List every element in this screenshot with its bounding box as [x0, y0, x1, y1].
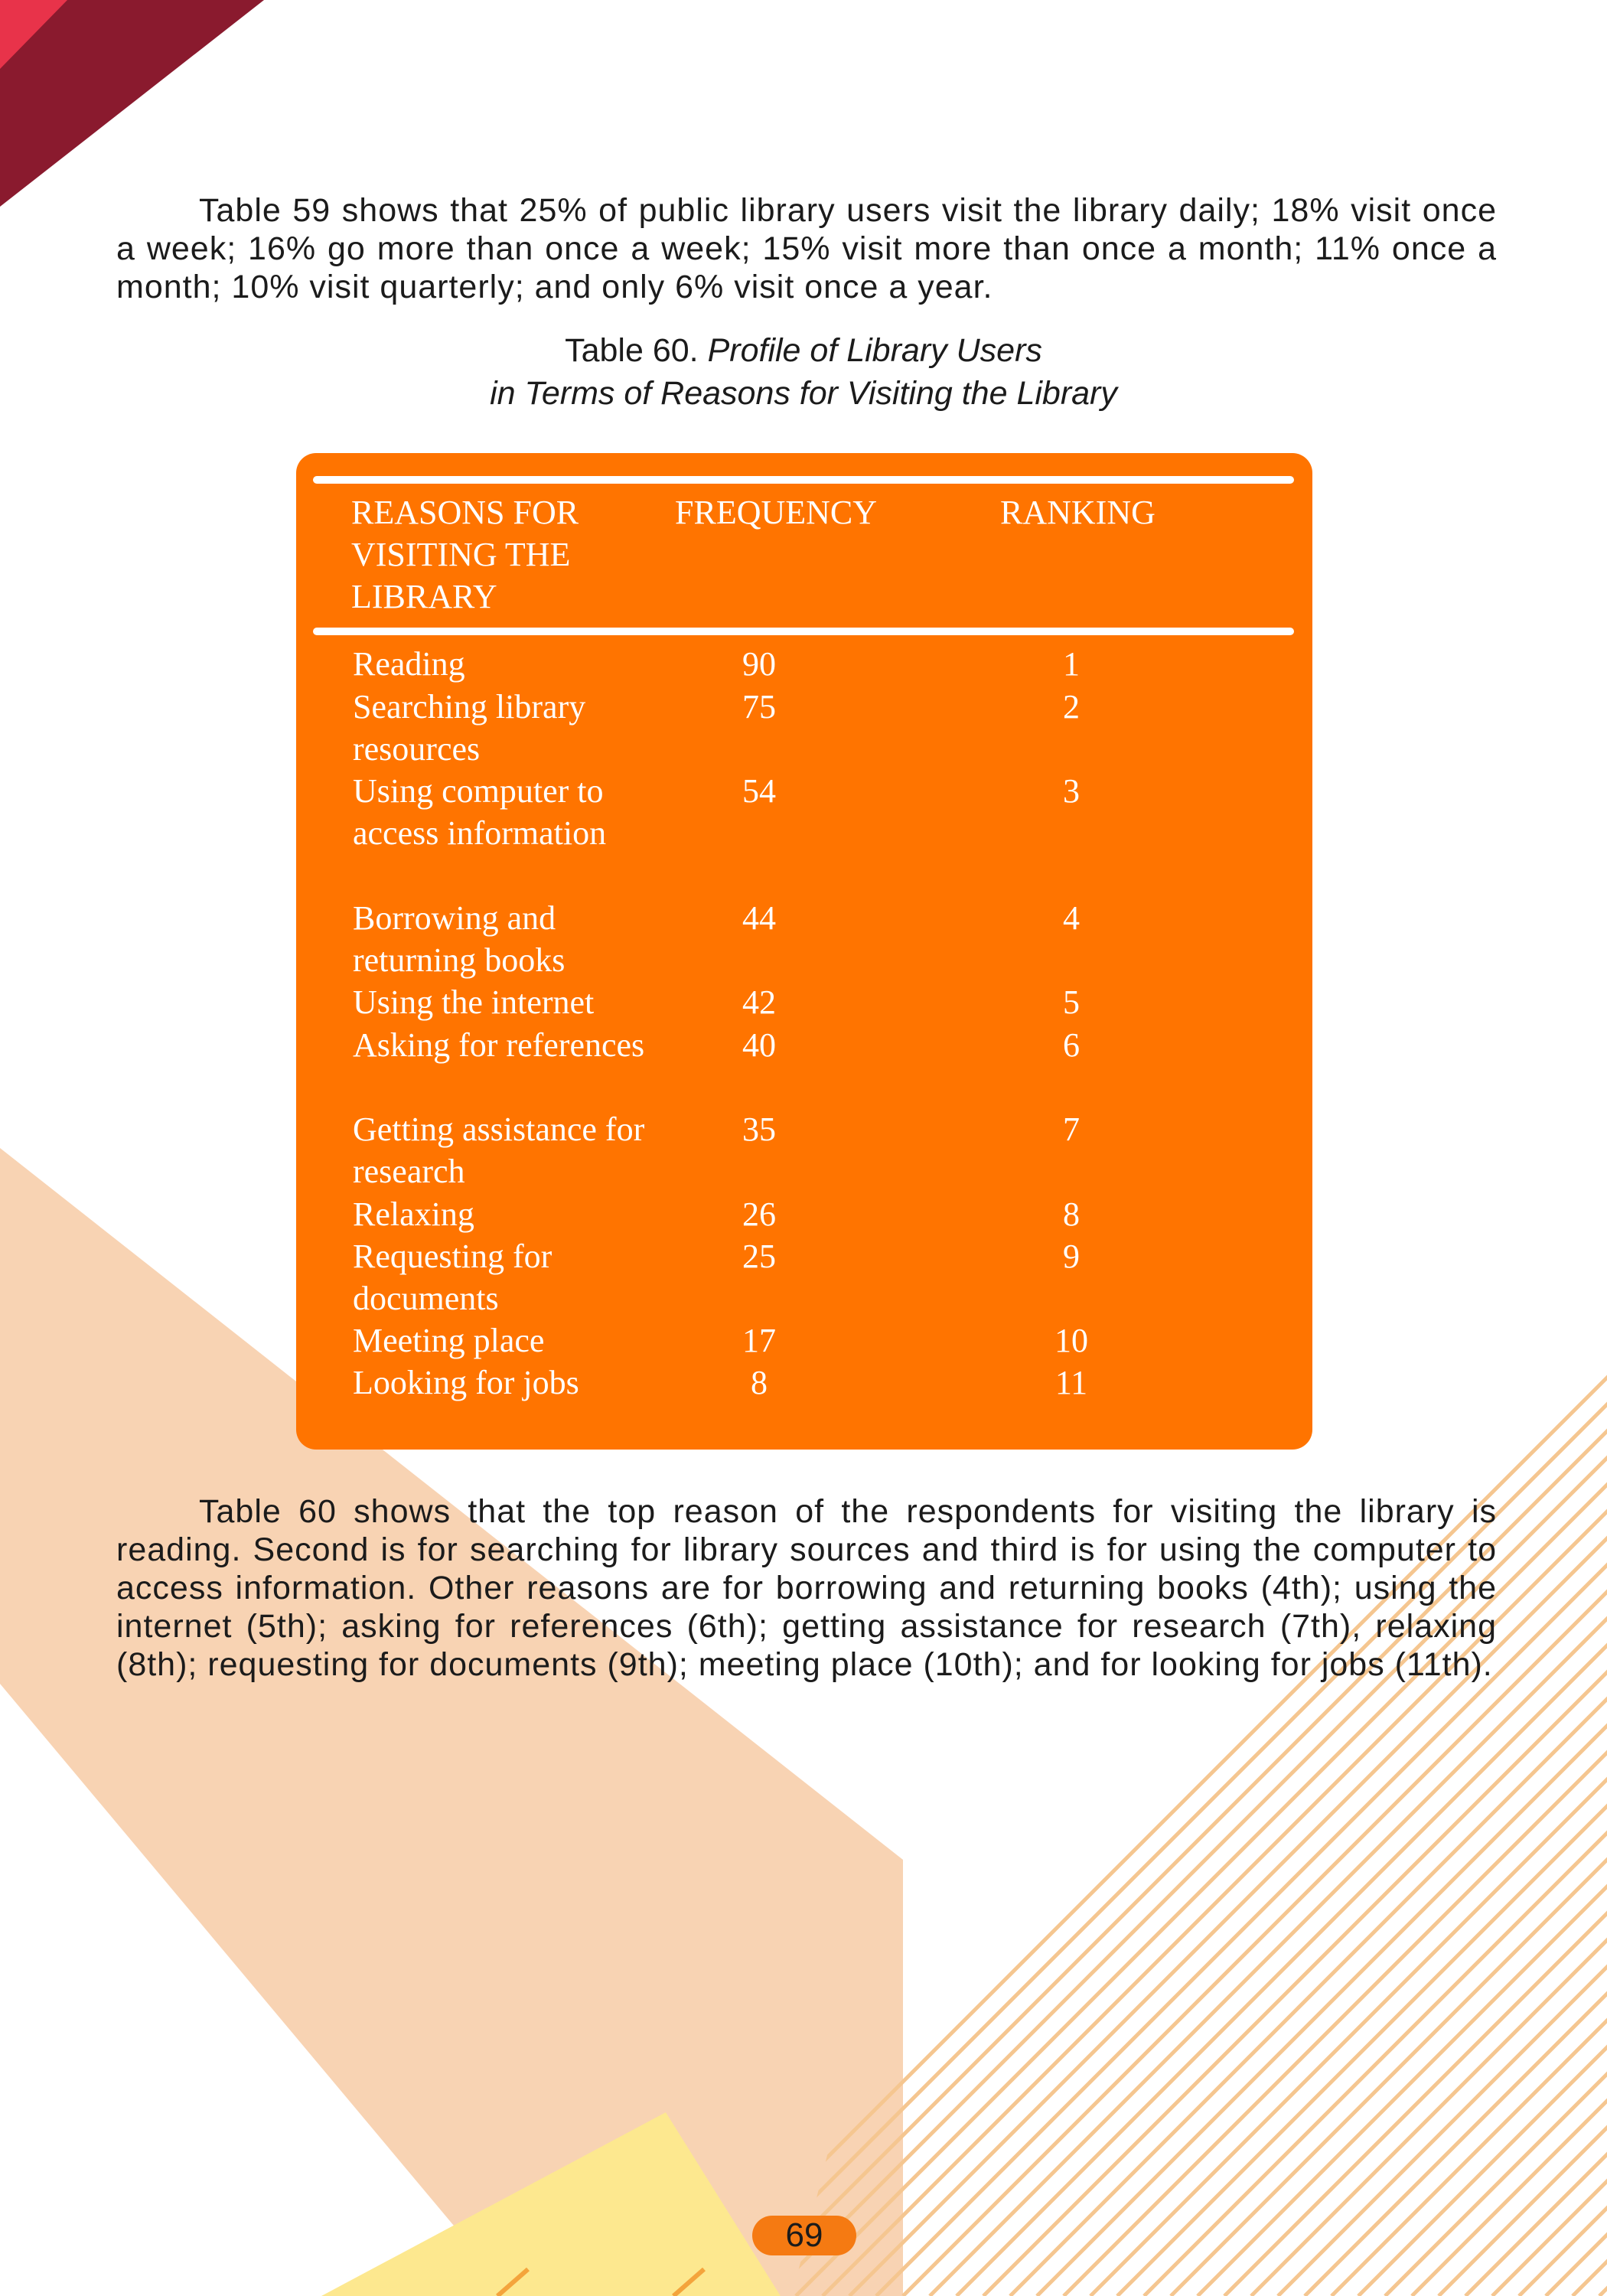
table-cell-reason: Borrowing and returning books — [353, 899, 566, 979]
caption-title-2: in Terms of Reasons for Visiting the Library — [490, 375, 1117, 412]
column-header-ranking: RANKING — [1000, 494, 1156, 531]
table-cell-reason: Getting assistance for research — [353, 1110, 645, 1190]
table-cell-ranking: 11 — [1054, 1364, 1088, 1401]
table-cell-ranking: 8 — [1063, 1195, 1080, 1233]
table-cell-frequency: 35 — [742, 1110, 776, 1148]
table-cell-frequency: 42 — [742, 983, 776, 1021]
table-cell-frequency: 25 — [742, 1238, 776, 1275]
table-cell-ranking: 9 — [1063, 1238, 1080, 1275]
table-cell-reason: Using computer to access information — [353, 772, 607, 852]
table-cell-reason: Reading — [353, 645, 465, 683]
column-header-frequency: FREQUENCY — [675, 494, 878, 531]
column-header-reasons: REASONS FOR VISITING THE LIBRARY — [351, 494, 579, 615]
table-cell-ranking: 6 — [1063, 1026, 1080, 1064]
table-cell-ranking: 5 — [1063, 983, 1080, 1021]
table-cell-frequency: 26 — [742, 1195, 776, 1233]
analysis-paragraph: Table 60 shows that the top reason of the respondents for visiting the library is reading. Second is for searching for library sources and third is for using the computer to access information. Other reasons are for borrowing and returning books (4th); using the internet (5th); asking for references (6th); getting assistance for research (7th), relaxing (8th); requesting for documents (9th); meeting place (10th); and for looking for jobs (11th). — [116, 1493, 1497, 1683]
table-rule-top — [313, 476, 1294, 484]
table-cell-reason: Relaxing — [353, 1195, 474, 1233]
table-rule-header — [313, 628, 1294, 635]
caption-label: Table 60. — [565, 332, 699, 369]
table-cell-ranking: 1 — [1063, 645, 1080, 683]
caption-title-1: Profile of Library Users — [707, 332, 1042, 369]
table-cell-frequency: 54 — [742, 772, 776, 810]
table-cell-reason: Searching library resources — [353, 688, 586, 768]
table-caption — [0, 329, 1607, 415]
table-cell-frequency: 40 — [742, 1026, 776, 1064]
table-cell-ranking: 2 — [1063, 688, 1080, 726]
table-cell-reason: Meeting place — [353, 1322, 545, 1359]
table-cell-reason: Requesting for documents — [353, 1238, 553, 1317]
table-cell-frequency: 44 — [742, 899, 776, 937]
table-cell-ranking: 10 — [1054, 1322, 1088, 1359]
caption-line-1 — [0, 329, 1607, 372]
reasons-table — [296, 453, 1312, 1450]
table-cell-frequency: 8 — [751, 1364, 768, 1401]
table-cell-frequency: 90 — [742, 645, 776, 683]
table-cell-ranking: 7 — [1063, 1110, 1080, 1148]
table-cell-reason: Looking for jobs — [353, 1364, 579, 1401]
table-cell-frequency: 75 — [742, 688, 776, 726]
table-cell-ranking: 3 — [1063, 772, 1080, 810]
corner-triangle-dark — [0, 0, 264, 207]
table-cell-reason: Asking for references — [353, 1026, 645, 1064]
table-cell-ranking: 4 — [1063, 899, 1080, 937]
table-cell-frequency: 17 — [742, 1322, 776, 1359]
page-number: 69 — [752, 2216, 856, 2255]
intro-paragraph: Table 59 shows that 25% of public library users visit the library daily; 18% visit once a week; 16% go more than once a week; 15% visit more than once a month; 11% once a month; 10% visit quarterly; and only 6% visit once a year. — [116, 192, 1497, 305]
table-cell-reason: Using the internet — [353, 983, 595, 1021]
caption-line-2 — [0, 372, 1607, 415]
